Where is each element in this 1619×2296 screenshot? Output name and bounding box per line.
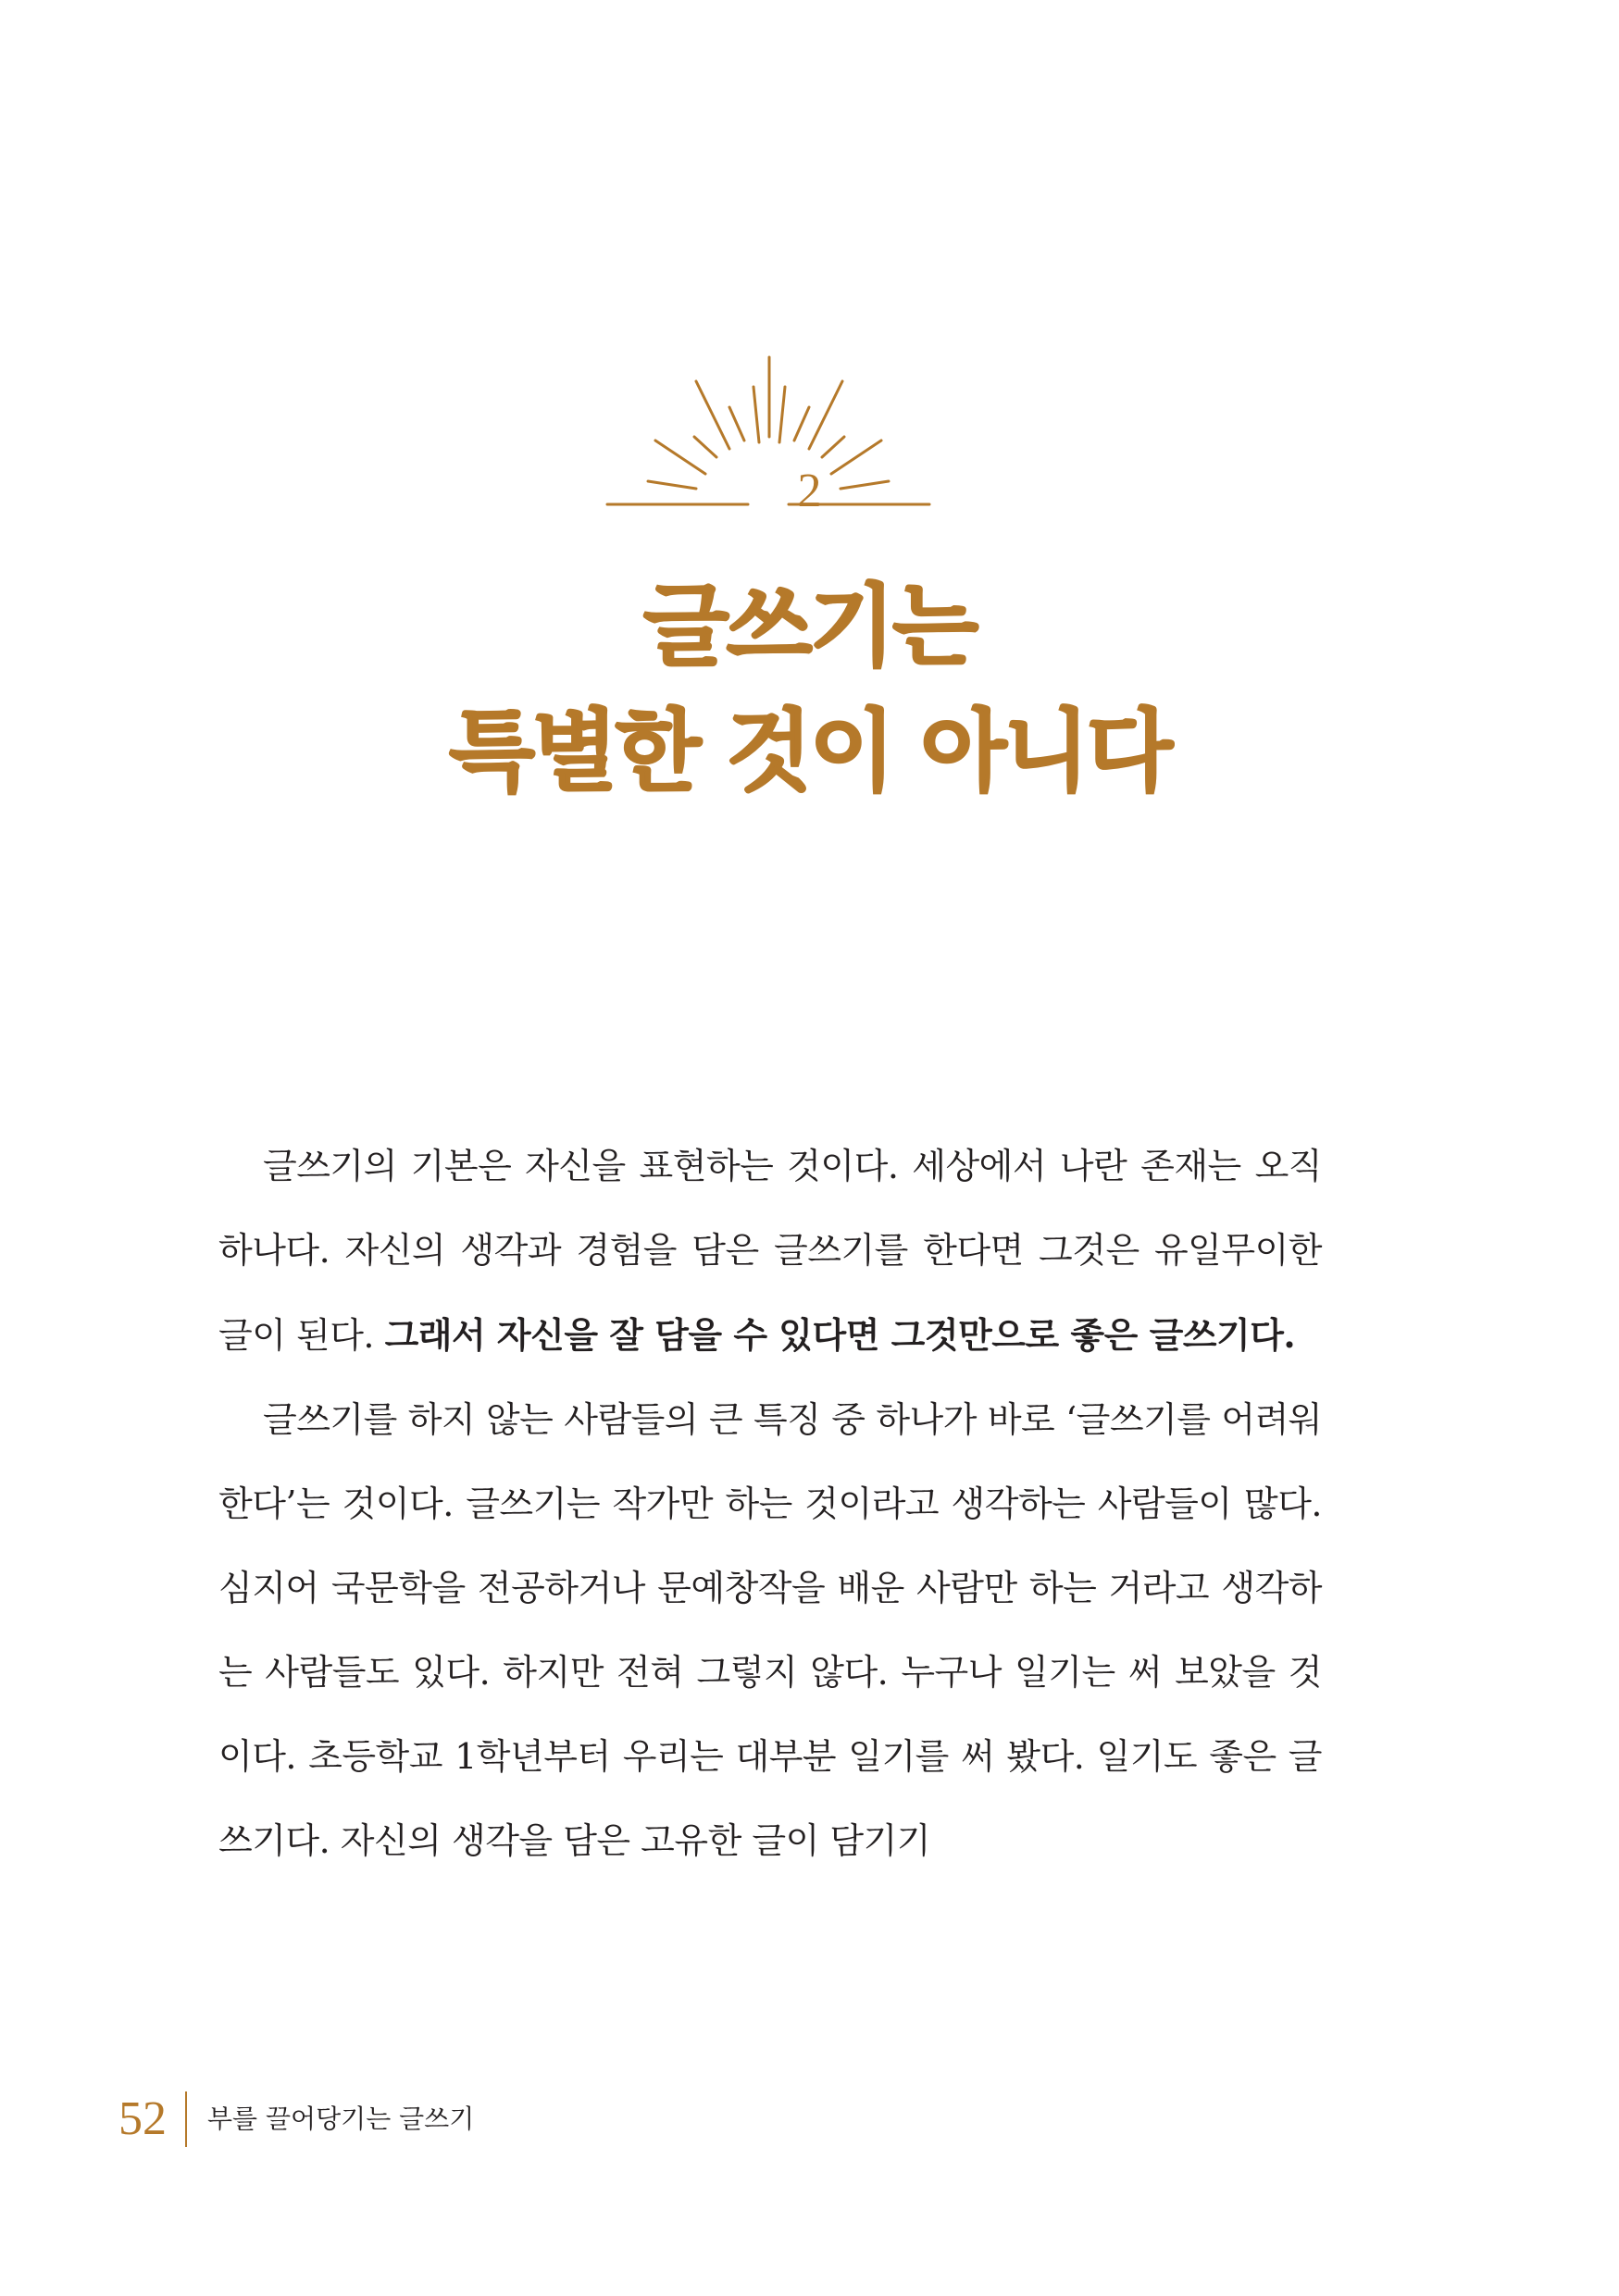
chapter-title <box>0 565 1619 814</box>
running-title: 부를 끌어당기는 글쓰기 <box>207 2104 475 2134</box>
paragraph-2: 글쓰기를 하지 않는 사람들의 큰 특징 중 하나가 바로 ‘글쓰기를 어려워한다’는 것이다. 글쓰기는 작가만 하는 것이라고 생각하는 사람들이 많다. 심지어 국문학을 전공하거나 문예창작을 배운 사람만 하는 거라고 생각하는 사람들도 있다. 하지만 전혀 그렇지 않다. 누구나 일기는 써 보았을 것이다. 초등학교 1학년부터 우리는 대부분 일기를 써 봤다. 일기도 좋은 글쓰기다. 자신의 생각을 담은 고유한 글이 담기기 <box>218 1399 1322 1861</box>
paragraph-1-text: 글쓰기의 기본은 자신을 표현하는 것이다. 세상에서 나란 존재는 오직 하나다. 자신의 생각과 경험을 담은 글쓰기를 한다면 그것은 유일무이한 글이 된다. <box>218 1146 1322 1356</box>
chapter-title-line-2: 특별한 것이 아니다 <box>449 700 1170 803</box>
paragraph-1-emphasis: 그래서 자신을 잘 담을 수 있다면 그것만으로 좋은 글쓰기다. <box>384 1314 1296 1356</box>
chapter-title-line-1: 글쓰기는 <box>643 575 976 678</box>
page-number: 52 <box>118 2092 167 2145</box>
page-footer <box>118 2087 474 2152</box>
chapter-number: 2 <box>797 465 822 517</box>
footer-divider <box>185 2091 187 2147</box>
paragraph-1 <box>218 1124 1322 1378</box>
body-text <box>218 1124 1322 1883</box>
